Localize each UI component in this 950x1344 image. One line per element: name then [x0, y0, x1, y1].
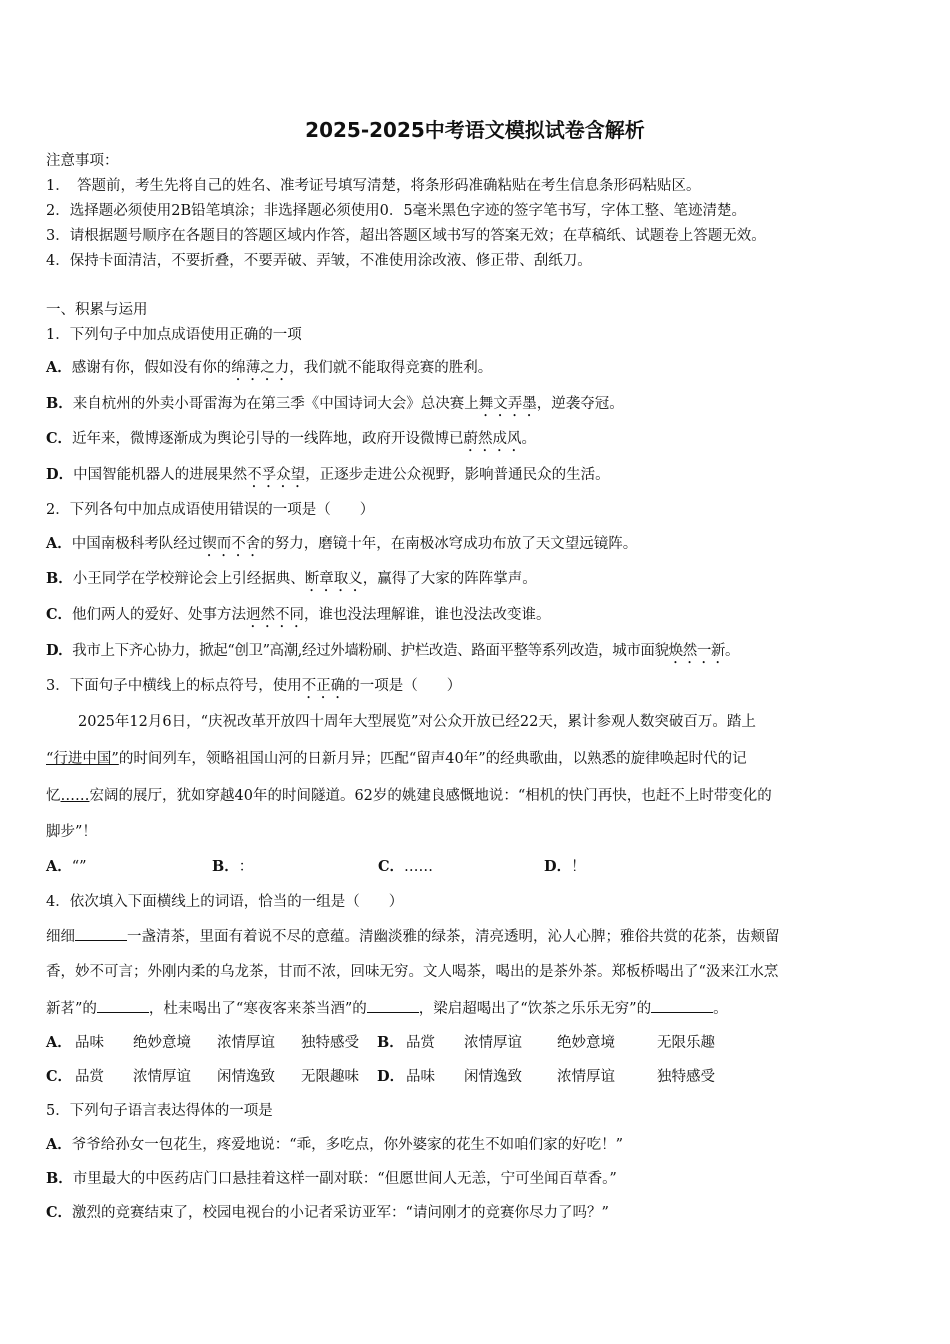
- q1-option-c: [46, 429, 536, 455]
- option-word: 无限乐趣: [657, 1035, 715, 1051]
- option-label: B．: [46, 395, 73, 412]
- option-text: 我市上下齐心协力，掀起“创卫”高潮,经过外墙粉刷、护栏改造、路面平整等系列改造，城市面貌: [72, 643, 669, 659]
- option-label: D．: [46, 466, 74, 483]
- section-heading: 一、积累与运用: [46, 302, 148, 318]
- option-label: A．: [46, 1136, 72, 1153]
- option-text: 中国南极科考队经过: [71, 536, 203, 552]
- q3-passage-line-4: 脚步”！: [46, 824, 97, 840]
- option-label: A．: [46, 359, 72, 376]
- q2-option-c: [46, 605, 551, 631]
- passage-text: 的时间列车，领略祖国山河的日新月异；匹配“留声40年”的经典歌曲，以熟悉的旋律唤起时代的记: [118, 751, 747, 767]
- dotted-idiom: 焕然一新: [668, 643, 726, 659]
- option-label: C．: [46, 1068, 73, 1085]
- option-word: 浓情厚谊: [464, 1035, 522, 1051]
- q5-stem: 5．下列句子语言表达得体的一项是: [46, 1103, 273, 1119]
- option-text: 爷爷给孙女一包花生，疼爱地说：“乖，多吃点，你外婆家的花生不如咱们家的好吃！”: [71, 1137, 624, 1153]
- option-word: 品味: [75, 1035, 104, 1051]
- option-word: 无限趣味: [301, 1069, 359, 1085]
- dotted-idiom: 迥然不同: [246, 607, 305, 623]
- option-word: 浓情厚谊: [217, 1035, 275, 1051]
- option-label: D．: [46, 642, 73, 659]
- q3-option-c: [378, 857, 544, 877]
- q4-stem: 4．依次填入下面横线上的词语，恰当的一组是（ ）: [46, 894, 404, 910]
- option-word: 闲情逸致: [217, 1069, 275, 1085]
- passage-text: 新茗”的: [46, 1001, 97, 1017]
- q4-passage-line-2: 香，妙不可言；外刚内柔的乌龙茶，甘而不浓，回味无穷。文人喝茶，喝出的是茶外茶。郑板桥喝出了“汲来江水烹: [46, 964, 779, 980]
- option-word: 品赏: [406, 1035, 435, 1051]
- option-text: ，正逐步走进公众视野，影响普通民众的生活。: [305, 467, 610, 483]
- option-text: ：: [238, 859, 254, 875]
- option-text: 来自杭州的外卖小哥雷海为在第三季《中国诗词大会》总决赛上: [72, 396, 479, 412]
- q3-stem: [46, 676, 461, 702]
- notice-item-4: 4．保持卡面清洁，不要折叠，不要弄破、弄皱，不准使用涂改液、修正带、刮纸刀。: [46, 253, 592, 269]
- option-label: B．: [46, 1170, 73, 1187]
- option-label: D．: [377, 1068, 405, 1085]
- option-label: D．: [544, 858, 572, 875]
- option-word: 浓情厚谊: [133, 1069, 191, 1085]
- fill-blank: [367, 998, 419, 1013]
- option-label: A．: [46, 535, 72, 552]
- fill-blank: [75, 926, 127, 941]
- option-label: B．: [377, 1034, 404, 1051]
- dotted-idiom: 锲而不舍: [202, 536, 261, 552]
- fill-blank: [651, 998, 713, 1013]
- option-text: ，谁也没法理解谁，谁也没法改变谁。: [304, 607, 551, 623]
- passage-text: 细细: [46, 929, 75, 945]
- page-title: 2025-2025中考语文模拟试卷含解析: [305, 118, 645, 142]
- option-word: 品赏: [75, 1069, 104, 1085]
- fill-blank: [97, 998, 149, 1013]
- option-text: ，逆袭夺冠。: [536, 396, 624, 412]
- notice-heading: 注意事项：: [46, 153, 119, 169]
- option-label: B．: [212, 858, 239, 875]
- option-text: 感谢有你，假如没有你的: [71, 360, 232, 376]
- q1-option-b: [46, 394, 624, 420]
- q3-option-b: [212, 857, 378, 877]
- option-label: C．: [46, 430, 73, 447]
- option-label: C．: [378, 858, 405, 875]
- q3-passage-line-1: 2025年12月6日，“庆祝改革开放四十周年大型展览”对公众开放已经22天，累计参观人数突破百万。踏上: [78, 714, 756, 730]
- option-text: 的努力，磨镜十年，在南极冰穹成功布放了天文望远镜阵。: [260, 536, 638, 552]
- option-text: ！: [571, 859, 586, 875]
- passage-text: ，梁启超喝出了“饮茶之乐乐无穷”的: [418, 1001, 652, 1017]
- q2-stem: 2．下列各句中加点成语使用错误的一项是（ ）: [46, 502, 375, 518]
- q4-passage-line-3: [46, 998, 728, 1019]
- notice-item-3: 3．请根据题号顺序在各题目的答题区域内作答，超出答题区域书写的答案无效；在草稿纸、试题卷上答题无效。: [46, 228, 766, 244]
- option-word: 闲情逸致: [464, 1069, 522, 1085]
- option-label: C．: [46, 1204, 73, 1221]
- q3-option-d: [544, 857, 586, 877]
- q4-options-row-2: [46, 1067, 715, 1087]
- option-text: 小王同学在学校辩论会上引经据典、: [72, 571, 305, 587]
- option-text: 近年来，微博逐渐成为舆论引导的一线阵地，政府开设微博已: [72, 431, 464, 447]
- option-text: ……: [404, 859, 434, 875]
- option-word: 独特感受: [301, 1035, 359, 1051]
- option-text: 。: [725, 643, 740, 659]
- option-label: B．: [46, 570, 73, 587]
- option-text: 市里最大的中医药店门口悬挂着这样一副对联：“但愿世间人无恙，宁可坐闻百草香。”: [72, 1171, 617, 1187]
- option-word: 绝妙意境: [557, 1035, 615, 1051]
- q1-option-d: [46, 465, 610, 491]
- q3-options: [46, 857, 586, 877]
- notice-item-1: 1． 答题前，考生先将自己的姓名、准考证号填写清楚，将条形码准确粘贴在考生信息条形码粘贴区。: [46, 178, 701, 194]
- q3-option-a: [46, 857, 212, 877]
- q2-option-b: [46, 569, 537, 595]
- option-text: ，我们就不能取得竞赛的胜利。: [289, 360, 493, 376]
- dotted-idiom: 绵薄之力: [231, 360, 290, 376]
- stem-text: 3．下面句子中横线上的标点符号，使用: [46, 678, 302, 694]
- option-text: “”: [71, 859, 87, 875]
- dotted-idiom: 断章取义: [304, 571, 363, 587]
- q5-option-a: [46, 1135, 623, 1155]
- option-text: 激烈的竞赛结束了，校园电视台的小记者采访亚军：“请问刚才的竞赛你尽力了吗？”: [72, 1205, 609, 1221]
- dotted-idiom: 舞文弄墨: [478, 396, 537, 412]
- underlined-punct: “行进中国”: [46, 751, 119, 767]
- option-text: ，赢得了大家的阵阵掌声。: [362, 571, 537, 587]
- option-label: A．: [46, 1034, 72, 1051]
- q5-option-c: [46, 1203, 609, 1223]
- option-word: 独特感受: [657, 1069, 715, 1085]
- dotted-word: 不正确: [301, 678, 346, 694]
- underlined-punct: ……: [60, 788, 90, 804]
- option-label: C．: [46, 606, 73, 623]
- dotted-idiom: 不孚众望: [247, 467, 306, 483]
- passage-text: 一盏清茶，里面有着说不尽的意蕴。清幽淡雅的绿茶，清亮透明，沁人心脾；雅俗共赏的花茶，齿颊留: [127, 929, 780, 945]
- q3-passage-line-3: [46, 786, 772, 806]
- notice-item-2: 2．选择题必须使用2B铅笔填涂；非选择题必须使用0．5毫米黑色字迹的签字笔书写，字体工整、笔迹清楚。: [46, 203, 747, 219]
- option-text: 他们两人的爱好、处事方法: [72, 607, 247, 623]
- option-text: 中国智能机器人的进展果然: [73, 467, 248, 483]
- q2-option-d: [46, 641, 739, 667]
- q3-passage-line-2: [46, 749, 747, 769]
- q4-options-row-1: [46, 1033, 715, 1053]
- q4-passage-line-1: [46, 926, 780, 947]
- passage-text: 宏阔的展厅，犹如穿越40年的时间隧道。62岁的姚建良感慨地说：“相机的快门再快，也赶不上时带变化的: [89, 788, 772, 804]
- option-label: A．: [46, 858, 72, 875]
- option-word: 绝妙意境: [133, 1035, 191, 1051]
- dotted-idiom: 蔚然成风: [463, 431, 522, 447]
- q2-option-a: [46, 534, 637, 560]
- q1-option-a: [46, 358, 492, 384]
- passage-text: ，杜耒喝出了“寒夜客来茶当酒”的: [148, 1001, 367, 1017]
- q1-stem: 1．下列句子中加点成语使用正确的一项: [46, 327, 302, 343]
- stem-text: 的一项是（ ）: [345, 678, 462, 694]
- q5-option-b: [46, 1169, 617, 1189]
- passage-text: 忆: [46, 788, 61, 804]
- option-word: 浓情厚谊: [557, 1069, 615, 1085]
- passage-text: 。: [713, 1001, 728, 1017]
- option-word: 品味: [406, 1069, 435, 1085]
- option-text: 。: [521, 431, 537, 447]
